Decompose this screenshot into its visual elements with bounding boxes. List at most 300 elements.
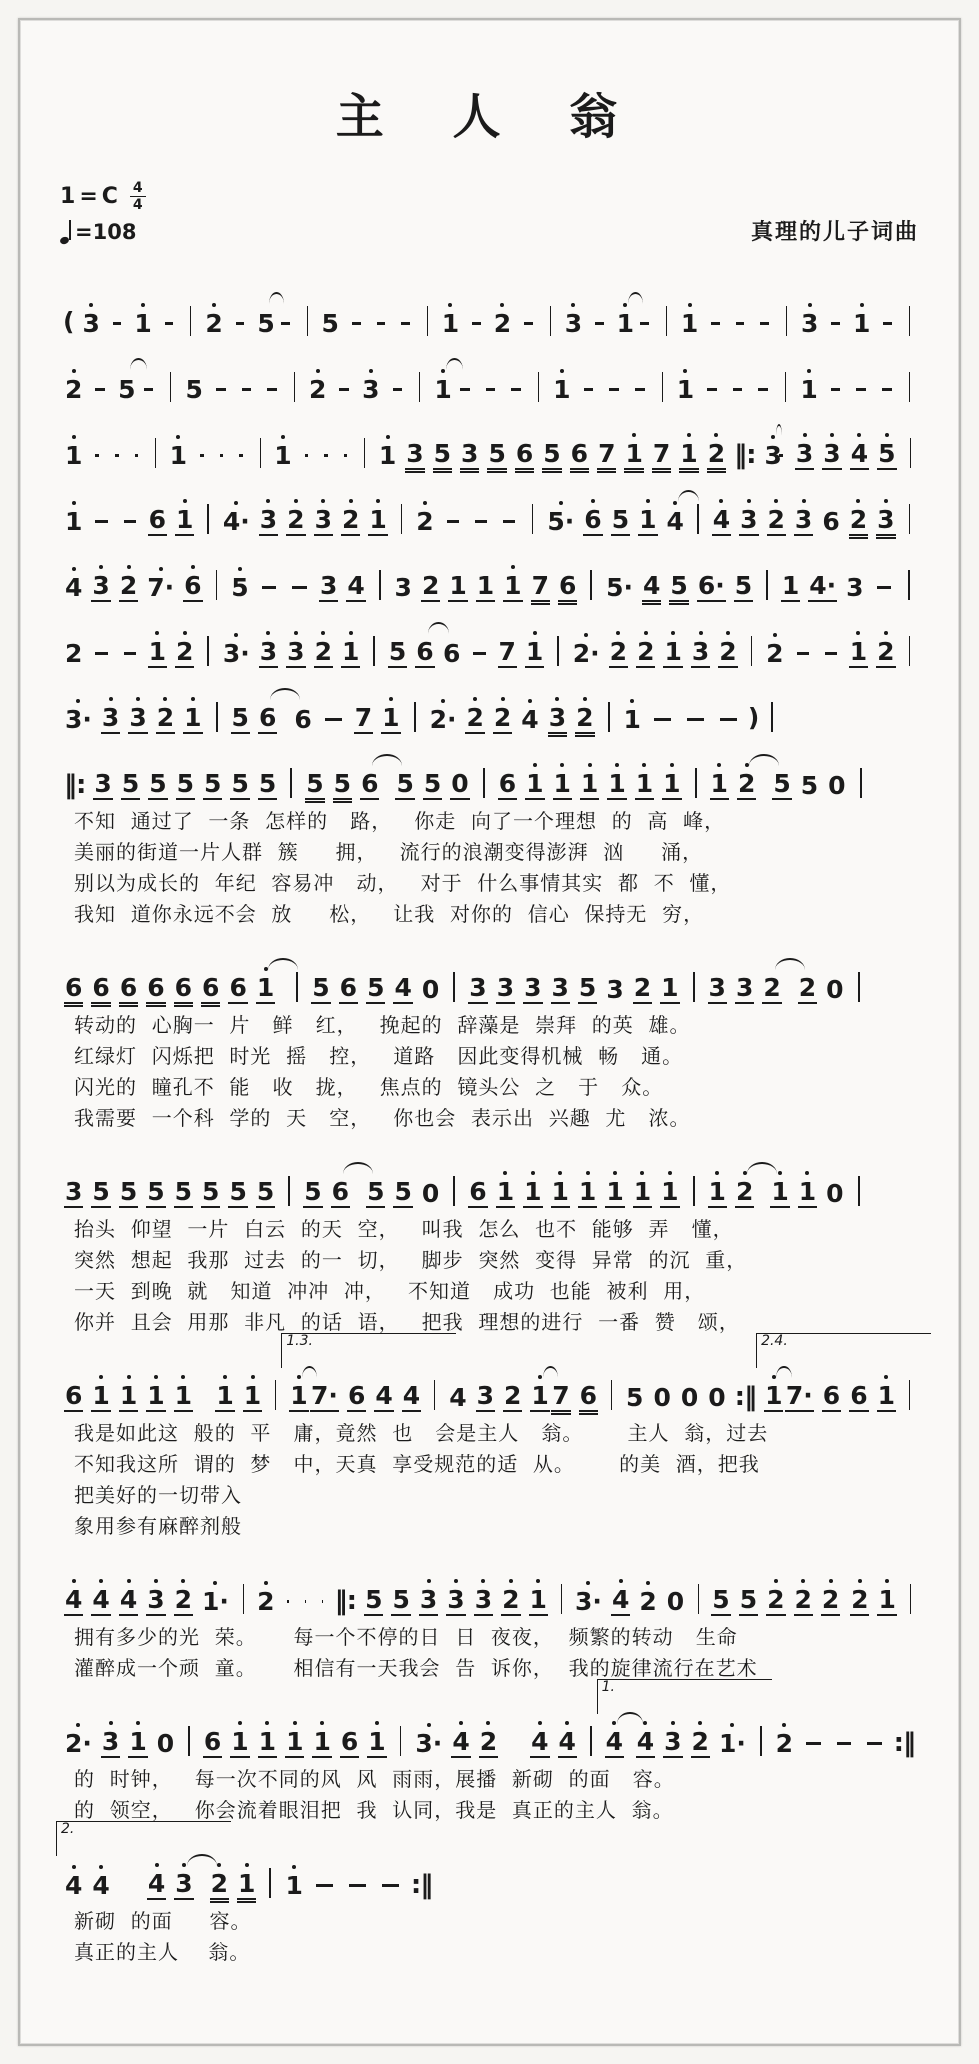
note: 4 <box>451 1717 470 1758</box>
note: 3 <box>314 495 333 536</box>
lyric-line: 我知 道你永远不会 放 松， 让我 对你的 信心 保持无 穷， <box>74 899 919 930</box>
octave-dot <box>807 369 811 373</box>
octave-dot <box>127 565 131 569</box>
barline <box>379 570 381 600</box>
note: 1 <box>523 1167 542 1208</box>
duration-dash <box>377 322 386 325</box>
lyric-line: 的 领空， 你会流着眼泪把 我 认同，我是 真正的主人 翁。 <box>74 1795 919 1826</box>
octave-dot <box>584 633 588 637</box>
duration-dash <box>883 322 892 325</box>
octave-dot <box>266 499 270 503</box>
note: 1 <box>64 431 83 470</box>
note: 5 <box>669 561 688 602</box>
duration-dash <box>524 322 533 325</box>
tie-arc <box>628 292 643 304</box>
barline <box>557 636 558 666</box>
note: 5 <box>611 495 630 536</box>
duration-dash <box>124 520 136 523</box>
note: 7· <box>146 563 175 602</box>
note: 1 <box>367 1717 386 1758</box>
octave-dot <box>245 1863 249 1867</box>
octave-dot <box>719 499 723 503</box>
note: 1 <box>624 429 643 470</box>
note: 4 <box>64 1861 83 1900</box>
note: 2 <box>415 497 434 536</box>
note: 2 <box>493 299 512 338</box>
octave-dot <box>89 303 93 307</box>
octave-dot <box>99 1375 103 1379</box>
note: 2 <box>767 495 786 536</box>
system <box>60 346 919 404</box>
note: 0 <box>652 1373 671 1412</box>
octave-dot <box>671 1721 675 1725</box>
note: 2 <box>609 627 628 668</box>
octave-dot <box>533 631 537 635</box>
note: 5 <box>433 429 452 470</box>
note: 3 <box>663 1717 682 1758</box>
octave-dot <box>182 1863 186 1867</box>
note: 2 <box>174 1575 193 1616</box>
note: 5 <box>305 759 324 800</box>
quarter-note-icon <box>60 220 72 244</box>
note: 3 <box>146 1575 165 1616</box>
note: 2 <box>707 429 726 470</box>
octave-dot <box>448 303 452 307</box>
duration-dash <box>760 322 769 325</box>
note: 1 <box>710 759 729 800</box>
note: 3 <box>128 693 147 734</box>
time-signature <box>130 181 146 212</box>
octave-dot <box>583 697 587 701</box>
note: 1 <box>289 1371 308 1412</box>
octave-dot <box>217 1863 221 1867</box>
octave-dot <box>743 1171 747 1175</box>
lyric-line: 不知我这所 谓的 梦 中，天真 享受规范的适 从。 的美 酒，把我 <box>74 1449 919 1480</box>
note: 6 <box>515 429 534 470</box>
octave-dot <box>778 1171 782 1175</box>
octave-dot <box>281 435 285 439</box>
note: 6 <box>339 963 358 1004</box>
note: 3 <box>800 299 819 338</box>
note: 2 <box>575 693 594 734</box>
octave-dot <box>536 1579 540 1583</box>
duration-dash <box>95 388 105 391</box>
octave-dot <box>829 1579 833 1583</box>
note: 3 <box>259 495 278 536</box>
lyric-line: 红绿灯 闪烁把 时光 摇 控， 道路 因此变得机械 畅 通。 <box>74 1041 919 1072</box>
note: 2 <box>636 627 655 668</box>
note: 1 <box>284 1861 303 1900</box>
note: 5 <box>311 963 330 1004</box>
note: 4 <box>64 1575 83 1616</box>
note: 1 <box>635 759 654 800</box>
note: 3 <box>708 963 727 1004</box>
note: 4 <box>374 1371 393 1412</box>
composer-credit: 真理的儿子词曲 <box>751 215 919 246</box>
note: 5 <box>333 759 352 800</box>
octave-dot <box>565 1721 569 1725</box>
barline <box>766 570 768 600</box>
note: 2 <box>766 1575 785 1616</box>
note: 0 <box>680 1373 699 1412</box>
octave-dot <box>538 1375 542 1379</box>
duration-dash <box>460 388 470 391</box>
note: 3 <box>551 963 570 1004</box>
octave-dot <box>127 1579 131 1583</box>
duration-dash <box>595 322 604 325</box>
note: 4 <box>530 1717 549 1758</box>
octave-dot <box>668 1171 672 1175</box>
system <box>60 1558 919 1684</box>
octave-dot <box>632 433 636 437</box>
note: 6 <box>570 429 589 470</box>
octave-dot <box>772 1375 776 1379</box>
note: 5 <box>256 299 275 338</box>
octave-dot <box>251 1375 255 1379</box>
song-title: 主 人 翁 <box>60 78 919 147</box>
octave-dot <box>72 1579 76 1583</box>
duration-dash <box>115 454 119 457</box>
octave-dot <box>586 1581 590 1585</box>
note: 1 <box>660 1167 679 1208</box>
note: 2 <box>765 629 784 668</box>
barline <box>400 1726 402 1756</box>
octave-dot <box>389 697 393 701</box>
duration-dash <box>856 388 866 391</box>
note: 1 <box>243 1371 262 1412</box>
octave-dot <box>699 631 703 635</box>
note: 6 <box>498 759 517 800</box>
sheet <box>18 18 961 2046</box>
repeat-sign: :‖ <box>411 1872 432 1898</box>
music-line <box>60 478 919 536</box>
duration-dash <box>472 322 481 325</box>
octave-dot <box>191 697 195 701</box>
octave-dot <box>688 303 692 307</box>
system <box>60 1354 919 1542</box>
note: 3· <box>64 695 93 734</box>
note: 6 <box>583 495 602 536</box>
music-line: 6 1 1 1 1 1 1 1.3. 1 7· 6 4 4 4 3 2 1 7 6 5 0 0 0 :‖ 2.4. 1 7· 6 6 1 <box>60 1354 919 1412</box>
note: 5 <box>201 1167 220 1208</box>
duration-dash <box>239 454 243 457</box>
note: 1 <box>433 365 452 404</box>
barline <box>427 306 428 336</box>
octave-dot <box>375 1721 379 1725</box>
note: 1 <box>525 627 544 668</box>
note: 2 <box>762 963 781 1004</box>
note: 0 <box>827 761 846 800</box>
note: 1 <box>877 1371 896 1412</box>
octave-dot <box>159 567 163 571</box>
note: 1 <box>503 561 522 602</box>
note: 1 <box>616 299 635 338</box>
tie-arc <box>270 688 300 700</box>
note: 6 <box>203 1717 222 1758</box>
octave-dot <box>830 433 834 437</box>
note: 2 <box>341 495 360 536</box>
note: 1 <box>312 1717 331 1758</box>
note: 1 <box>663 627 682 668</box>
system <box>60 1842 919 1968</box>
note: 7 <box>531 561 550 602</box>
octave-dot <box>860 303 864 307</box>
octave-dot <box>238 567 242 571</box>
octave-dot <box>670 763 674 767</box>
barline <box>453 972 455 1002</box>
note: 3· <box>574 1577 603 1616</box>
note: 5 <box>119 1167 138 1208</box>
note: 1 <box>146 1371 165 1412</box>
note: 1 <box>852 299 871 338</box>
duration-dash <box>473 652 485 655</box>
music-line <box>60 742 919 800</box>
octave-dot <box>533 763 537 767</box>
note: 5 <box>256 1167 275 1208</box>
note: 7 <box>498 627 517 668</box>
note: 6 <box>340 1717 359 1758</box>
system <box>60 610 919 668</box>
note: 2 <box>175 627 194 668</box>
duration-dash <box>831 322 840 325</box>
note: 4 <box>558 1717 577 1758</box>
note: 5 <box>174 1167 193 1208</box>
note: 5· <box>605 563 634 602</box>
note: 1 <box>580 759 599 800</box>
note: 1 <box>525 759 544 800</box>
note: 5 <box>117 365 136 404</box>
note: 2· <box>572 629 601 668</box>
note: 5 <box>231 693 250 734</box>
tie-arc <box>268 958 298 970</box>
tie-arc <box>372 754 402 766</box>
duration-dash <box>635 388 645 391</box>
note: 3 <box>735 963 754 1004</box>
note: 1 <box>448 561 467 602</box>
octave-dot <box>715 1171 719 1175</box>
octave-dot <box>349 499 353 503</box>
duration-dash <box>758 388 768 391</box>
note: 2 <box>821 1575 840 1616</box>
tempo-marking <box>60 218 146 246</box>
octave-dot <box>181 1579 185 1583</box>
duration-dash <box>305 454 309 457</box>
octave-dot <box>376 499 380 503</box>
duration-dash <box>825 652 837 655</box>
note: 5 <box>388 627 407 668</box>
note: 5 <box>739 1575 758 1616</box>
music-line <box>60 946 919 1004</box>
duration-dash <box>733 388 743 391</box>
note: 2 <box>314 627 333 668</box>
note: 2 <box>691 1717 710 1758</box>
note: 5 <box>423 759 442 800</box>
note: 6 <box>258 693 277 734</box>
lyric-line: 突然 想起 我那 过去 的一 切， 脚步 突然 变得 异常 的沉 重， <box>74 1245 919 1276</box>
octave-dot <box>234 501 238 505</box>
lyric-line: 你并 且会 用那 非凡 的话 语， 把我 理想的进行 一番 赞 颂， <box>74 1307 919 1338</box>
note: 1 <box>128 1717 147 1758</box>
note: 3 <box>174 1859 193 1900</box>
note: 5 <box>393 1167 412 1208</box>
lyric-line: 抬头 仰望 一片 白云 的天 空， 叫我 怎么 也不 能够 弄 懂， <box>74 1214 919 1245</box>
note: 6 <box>849 1371 868 1412</box>
duration-dash <box>216 388 226 391</box>
duration-dash <box>609 388 619 391</box>
octave-dot <box>528 699 532 703</box>
note: 6 <box>64 963 83 1004</box>
music-line <box>60 280 919 338</box>
barline <box>307 306 308 336</box>
barline <box>909 504 910 534</box>
note: 2 <box>633 963 652 1004</box>
duration-dash <box>867 1742 882 1745</box>
note: 7· <box>785 1371 814 1412</box>
note: 0 <box>450 759 469 800</box>
note: 0 <box>421 965 440 1004</box>
note: 3 <box>691 627 710 668</box>
music-line <box>60 544 919 602</box>
note: 1 <box>623 695 642 734</box>
barline <box>216 702 218 732</box>
note: 3· <box>222 629 251 668</box>
note: 5 <box>228 1167 247 1208</box>
note: 5 <box>487 429 506 470</box>
octave-dot <box>801 1579 805 1583</box>
key-tempo-block <box>60 181 146 246</box>
repeat-sign: :‖ <box>735 1384 756 1410</box>
note: 1 <box>133 299 152 338</box>
duration-dash <box>325 718 342 721</box>
octave-dot <box>213 1581 217 1585</box>
note: 1 <box>285 1717 304 1758</box>
lyric-line: 别以为成长的 年纪 容易冲 动， 对于 什么事情其实 都 不 懂， <box>74 868 919 899</box>
duration-dash <box>95 652 107 655</box>
octave-dot <box>630 699 634 703</box>
note: 2 <box>465 693 484 734</box>
note: 1 <box>64 497 83 536</box>
duration-dash <box>806 1742 821 1745</box>
lyric-line: 我需要 一个科 学的 天 空， 你也会 表示出 兴趣 尤 浓。 <box>74 1103 919 1134</box>
note: 2 <box>308 365 327 404</box>
time-numerator: 4 <box>130 181 146 197</box>
note: 3 <box>446 1575 465 1616</box>
note: 0 <box>825 1169 844 1208</box>
octave-dot <box>773 633 777 637</box>
barline <box>294 372 295 402</box>
octave-dot <box>183 631 187 635</box>
note: 5 <box>258 759 277 800</box>
duration-dash <box>584 388 594 391</box>
note: 6· <box>697 561 726 602</box>
octave-dot <box>714 433 718 437</box>
music-line <box>60 346 919 404</box>
note: 1 <box>230 1717 249 1758</box>
lyric-line: 象用参有麻醉剂般 <box>74 1511 919 1542</box>
octave-dot <box>127 1375 131 1379</box>
duration-dash <box>124 652 136 655</box>
barline <box>909 636 910 666</box>
note: 0 <box>825 965 844 1004</box>
tie-arc <box>543 1366 558 1378</box>
octave-dot <box>294 499 298 503</box>
note: 6 <box>822 1371 841 1412</box>
note: 5 <box>203 759 222 800</box>
lyric-line: 真正的主人 翁。 <box>74 1937 919 1968</box>
note: 7 <box>597 429 616 470</box>
note: 3 <box>64 1167 83 1208</box>
barline <box>785 372 786 402</box>
note: 5 <box>230 563 249 602</box>
note: 5 <box>578 963 597 1004</box>
note: 4 <box>91 1575 110 1616</box>
octave-dot <box>531 1171 535 1175</box>
octave-dot <box>619 1579 623 1583</box>
duration-dash <box>475 520 487 523</box>
octave-dot <box>623 303 627 307</box>
note: 1 <box>441 299 460 338</box>
note: 4 <box>666 497 685 536</box>
note: 3 <box>405 429 424 470</box>
note: 4 <box>91 1861 110 1900</box>
octave-dot <box>183 499 187 503</box>
note: 3 <box>468 963 487 1004</box>
duration-dash <box>305 1600 306 1603</box>
octave-dot <box>427 1579 431 1583</box>
key-equals: = <box>79 182 97 212</box>
note: 4 <box>712 495 731 536</box>
duration-dash <box>511 388 521 391</box>
octave-dot <box>109 697 113 701</box>
octave-dot <box>154 1375 158 1379</box>
note: 7 <box>652 429 671 470</box>
duration-dash <box>236 322 245 325</box>
barline <box>909 372 910 402</box>
tie-arc <box>776 424 782 436</box>
note: 1 <box>660 963 679 1004</box>
systems <box>60 280 919 1968</box>
octave-dot <box>591 499 595 503</box>
note: 5· <box>546 497 575 536</box>
duration-dash <box>292 586 307 589</box>
octave-dot <box>571 303 575 307</box>
octave-dot <box>586 1171 590 1175</box>
note: 2 <box>210 1859 229 1900</box>
note: 4 <box>346 561 365 602</box>
note: 1 <box>764 1371 783 1412</box>
note: 7· <box>310 1371 339 1412</box>
note: 1 <box>578 1167 597 1208</box>
barline <box>611 1380 612 1410</box>
octave-dot <box>176 435 180 439</box>
octave-dot <box>109 1721 113 1725</box>
note: 6 <box>183 561 202 602</box>
note: 1 <box>368 495 387 536</box>
barline <box>786 306 787 336</box>
octave-dot <box>181 1375 185 1379</box>
duration-dash <box>220 454 224 457</box>
note: 1 <box>680 299 699 338</box>
note: 1 <box>476 561 495 602</box>
duration-dash <box>242 388 252 391</box>
octave-dot <box>884 1375 888 1379</box>
note: 5 <box>625 1373 644 1412</box>
octave-dot <box>503 1171 507 1175</box>
note: 3 <box>764 431 783 470</box>
octave-dot <box>136 697 140 701</box>
octave-dot <box>687 433 691 437</box>
note: 2 <box>775 1719 794 1758</box>
